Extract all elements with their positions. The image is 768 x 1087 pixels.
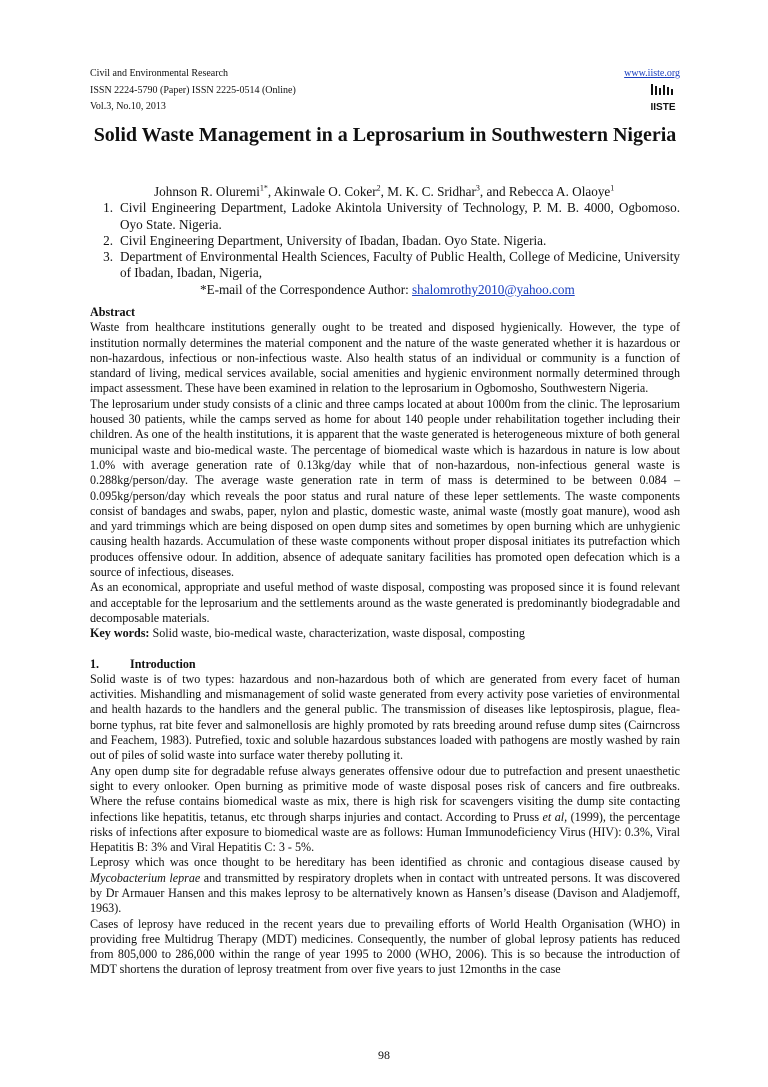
section-heading-introduction: 1. Introduction xyxy=(90,656,196,671)
intro-paragraph: Leprosy which was once thought to be hereditary has been identified as chronic and contagious disease caused by Mycobacterium leprae and transmitted by respiratory droplets when in contact with untreated persons. It was discovered by Dr Armauer Hansen and this makes leprosy to be alternatively known as Hansen’s disease (Davison and Aladjemoff, 1963). xyxy=(90,855,680,916)
author-block xyxy=(90,184,680,298)
author-name: , M. K. C. Sridhar xyxy=(380,184,476,199)
journal-name: Civil and Environmental Research xyxy=(90,68,229,79)
abstract-paragraph: Waste from healthcare institutions generally ought to be treated and disposed hygienically. However, the type of institution normally determines the material component and the nature of the waste generated whether it is hazardous or non-hazardous, infectious or non-infectious waste. Also health status of an individual or community is a function of standard of living, medical services available, social amenities and hygienic environment normally determined through impact assessment. These have been examined in relation to the leprosarium in Ogbomosho, Southwestern Nigeria. xyxy=(90,320,680,396)
correspondence-line xyxy=(90,282,680,298)
correspondence-email-link[interactable]: shalomrothy2010@yahoo.com xyxy=(412,281,575,297)
journal-url-link[interactable]: www.iiste.org xyxy=(624,68,680,79)
author-affiliation-mark: 1 xyxy=(610,183,615,193)
page-number: 98 xyxy=(378,1048,390,1062)
abstract-heading: Abstract xyxy=(90,305,136,319)
affiliation-item: 3. Department of Environmental Health Sciences, Faculty of Public Health, College of Medicine, University of Ibadan, Ibadan, Nigeria, xyxy=(103,249,680,281)
journal-volume: Vol.3, No.10, 2013 xyxy=(90,101,166,112)
abstract-paragraph: As an economical, appropriate and useful method of waste disposal, composting was proposed since it is found relevant and acceptable for the leprosarium and the settlements around as the waste generated is predominantly biodegradable and decomposable materials. xyxy=(90,580,680,625)
intro-paragraph: Solid waste is of two types: hazardous and non-hazardous both of which are generated from every facet of human activities. Mishandling and mismanagement of solid waste generated from every activity pose varieties of environmental and health hazards to the handlers and the general public. The transmission of diseases like leptospirosis, plague, flea-borne typhus, rat bite fever and salmonellosis are highly promoted by rats breeding around refuse dump sites (Cairncross and Feachem, 1983). Putrefied, toxic and soluble hazardous substances loaded with pathogens are mostly washed by rain out of piles of solid waste into surface water thereby polluting it. xyxy=(90,671,680,763)
journal-header xyxy=(90,66,680,116)
keywords xyxy=(90,626,680,641)
author-affiliation-mark: 1* xyxy=(259,183,268,193)
affiliation-item: 1. Civil Engineering Department, Ladoke Akintola University of Technology, P. M. B. 4000, Ogbomoso. Oyo State. Nigeria. xyxy=(103,200,680,232)
affiliation-list xyxy=(90,200,680,281)
paper-title: Solid Waste Management in a Leprosarium in Southwestern Nigeria xyxy=(93,124,677,146)
journal-issn: ISSN 2224-5790 (Paper) ISSN 2225-0514 (Online) xyxy=(90,84,296,96)
intro-paragraph: Cases of leprosy have reduced in the recent years due to prevailing efforts of World Health Organisation (WHO) in providing free Multidrug Therapy (MDT) medicines. Consequently, the number of global leprosy patients has reduced from 805,000 to 286,000 within the range of year 1995 to 2000 (WHO, 2006). This is so because the introduction of MDT shortens the duration of leprosy treatment from over five years to just 12months in the case xyxy=(90,916,680,977)
author-affiliation-mark: 3 xyxy=(475,183,480,193)
correspondence-label: *E-mail of the Correspondence Author: xyxy=(200,281,413,297)
author-name: Johnson R. Oluremi xyxy=(154,184,260,199)
logo-text: IISTE xyxy=(650,102,676,112)
affiliation-item: 2. Civil Engineering Department, University of Ibadan, Ibadan. Oyo State. Nigeria. xyxy=(103,232,547,248)
author-list xyxy=(90,184,680,200)
iiste-logo xyxy=(648,84,678,112)
intro-paragraph: Any open dump site for degradable refuse always generates offensive odour due to putrefaction and present unaesthetic sight to every onlooker. Open burning as primitive mode of waste disposal poses risk of cancers and fire outbreaks. Where the refuse contains biomedical waste as mix, there is high risk for scavengers visiting the dump site contacting infections like hepatitis, tetanus, etc through sharps injuries and contact. According to Pruss et al, (1999), the percentage risks of infections after exposure to biomedical waste are as follows: Human Immunodeficiency Virus (HIV): 0.3%, Viral Hepatitis B: 3% and Viral Hepatitis C: 3 - 5%. xyxy=(90,763,681,855)
author-affiliation-mark: 2 xyxy=(376,183,381,193)
keywords-list: Solid waste, bio-medical waste, characterization, waste disposal, composting xyxy=(149,626,525,641)
author-name: , and Rebecca A. Olaoye xyxy=(479,184,611,199)
abstract-paragraph: The leprosarium under study consists of a clinic and three camps located at about 1000m from the clinic. The leprosarium housed 30 patients, while the camps served as home for about 140 people under rehabilitation together including their children. As one of the health institutions, it is apparent that the waste generated is heterogeneous mixture of both general municipal waste and bio-medical waste. The percentage of biomedical waste which is hazardous in nature is low about 1.0% with average generation rate of 0.13kg/day while that of non-hazardous, non-infectious general waste is 0.288kg/person/day. The average waste generation rate in term of mass is determined to be between 0.084 – 0.095kg/person/day which reveals the poor status and rural nature of these leper settlements. The waste components consist of bandages and swabs, paper, nylon and plastic, domestic waste, animal waste (mostly goat manure), wood ash and yard trimmings which are being disposed on open dump sites and sometimes by open burning which are unhygienic causing health hazards. Accumulation of these waste components without proper disposal initiates its putrefaction which produces offensive odour. In addition, absence of adequate sanitary facilities has promoted open defecation which is a source of infectious, diseases. xyxy=(90,396,680,580)
keywords-label: Key words: xyxy=(90,626,150,641)
article-body xyxy=(90,305,680,978)
author-name: , Akinwale O. Coker xyxy=(267,184,377,199)
